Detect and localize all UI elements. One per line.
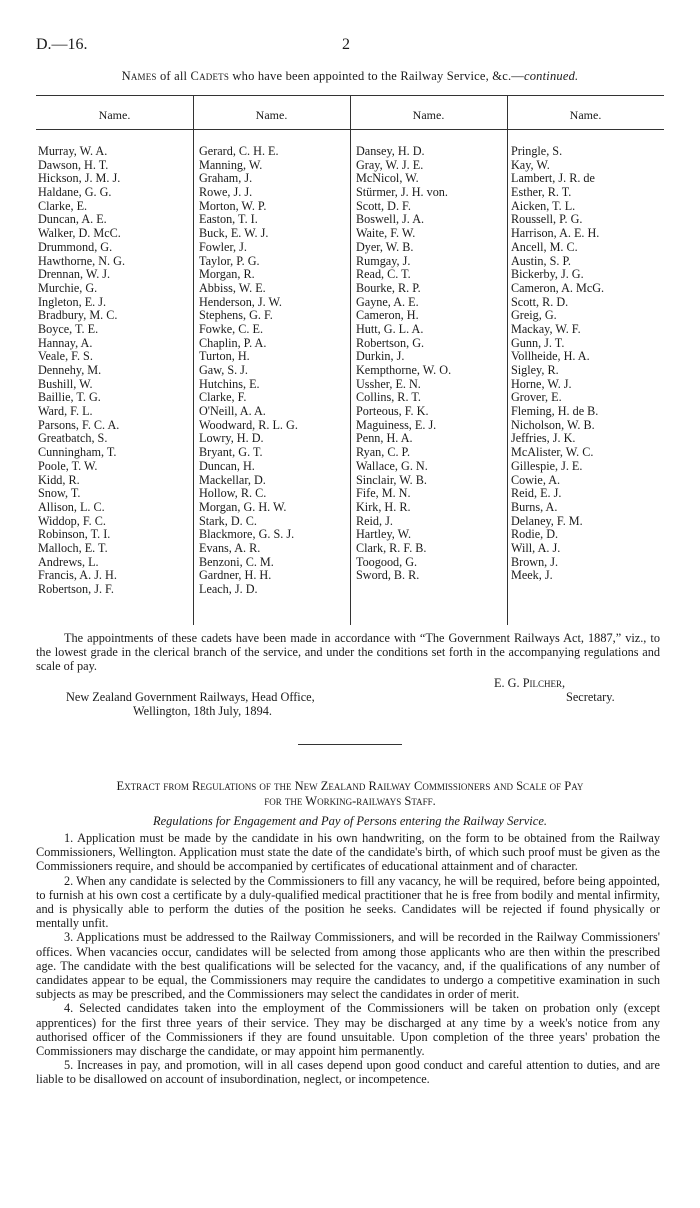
table-cell-name: Durkin, J. xyxy=(356,349,405,364)
table-cell-name: Stürmer, J. H. von. xyxy=(356,185,448,200)
table-cell-name: Fleming, H. de B. xyxy=(511,404,599,419)
names-column-4 xyxy=(511,145,604,583)
table-cell-name: Bushill, W. xyxy=(38,376,93,391)
table-cell-name: Turton, H. xyxy=(199,349,250,364)
table-cell-name: Drummond, G. xyxy=(38,239,113,254)
table-cell-name: Cameron, A. McG. xyxy=(511,280,605,295)
table-cell-name: Boyce, T. E. xyxy=(38,321,99,336)
table-cell-name: Wallace, G. N. xyxy=(356,458,428,473)
table-cell-name: Mackay, W. F. xyxy=(511,321,581,336)
table-cell-name: Sword, B. R. xyxy=(356,568,420,583)
table-cell-name: Collins, R. T. xyxy=(356,390,421,405)
table-cell-name: Easton, T. I. xyxy=(199,212,258,227)
table-cell-name: Clarke, F. xyxy=(199,390,247,405)
regulations-heading: Regulations for Engagement and Pay of Persons entering the Railway Service. xyxy=(152,814,548,828)
table-cell-name: Ussher, E. N. xyxy=(356,376,421,391)
table-cell-name: Mackellar, D. xyxy=(199,472,266,487)
table-cell-name: Gillespie, J. E. xyxy=(511,458,583,473)
table-cell-name: Benzoni, C. M. xyxy=(199,554,274,569)
table-cell-name: Bickerby, J. G. xyxy=(511,267,584,282)
document-code: D.—16. xyxy=(36,36,88,53)
table-cell-name: Murchie, G. xyxy=(38,280,98,295)
table-cell-name: Ward, F. L. xyxy=(38,404,93,419)
names-column-2 xyxy=(199,145,298,597)
table-cell-name: Dyer, W. B. xyxy=(356,239,414,254)
table-cell-name: Jeffries, J. K. xyxy=(511,431,576,446)
table-cell-name: Clark, R. F. B. xyxy=(356,540,427,555)
column-divider-1 xyxy=(193,95,194,625)
table-cell-name: Woodward, R. L. G. xyxy=(199,417,298,432)
table-cell-name: Aicken, T. L. xyxy=(511,198,576,213)
table-cell-name: Gerard, C. H. E. xyxy=(199,144,279,158)
regulation-paragraph: 1. Application must be made by the candidate in his own handwriting, on the form to be obtained from the Railway Commissioners, Wellington. Application must state the date of the candidate's birth, of which such proof must be given as the Commissioners require, and should be accompanied by certificates of educational attainment and of character. xyxy=(36,831,660,874)
signatory-title: Secretary. xyxy=(566,690,615,704)
appointments-note-text: The appointments of these cadets have been made in accordance with “The Government Railways Act, 1887,” viz., to the lowest grade in the clerical branch of the service, and under the conditions set forth in the accompanying regulations and scale of pay. xyxy=(36,631,660,674)
table-cell-name: Cunningham, T. xyxy=(38,445,117,460)
title-continued: continued. xyxy=(523,69,579,83)
table-cell-name: Hawthorne, N. G. xyxy=(38,253,125,268)
table-cell-name: Rodie, D. xyxy=(511,527,559,542)
table-cell-name: Hollow, R. C. xyxy=(199,486,267,501)
table-cell-name: Morgan, R. xyxy=(199,267,255,282)
table-cell-name: Parsons, F. C. A. xyxy=(38,417,120,432)
table-cell-name: Hutchins, E. xyxy=(199,376,260,391)
regulation-paragraph: 5. Increases in pay, and promotion, will in all cases depend upon good conduct and careful attention to duties, and are liable to be disallowed on account of insubordination, neglect, or incompetence. xyxy=(36,1058,660,1087)
table-cell-name: Morgan, G. H. W. xyxy=(199,499,287,514)
table-cell-name: Morton, W. P. xyxy=(199,198,267,213)
column-header-2: Name. xyxy=(255,108,288,122)
table-cell-name: Hartley, W. xyxy=(356,527,412,542)
table-cell-name: Cameron, H. xyxy=(356,308,419,323)
table-cell-name: Kempthorne, W. O. xyxy=(356,363,452,377)
table-cell-name: Francis, A. J. H. xyxy=(38,568,117,583)
table-cell-name: Widdop, F. C. xyxy=(38,513,106,528)
table-cell-name: Kay, W. xyxy=(511,157,550,172)
column-divider-3 xyxy=(507,95,508,625)
table-cell-name: Dennehy, M. xyxy=(38,363,102,377)
table-cell-name: Fife, M. N. xyxy=(356,486,411,501)
table-cell-name: Haldane, G. G. xyxy=(38,185,112,200)
table-cell-name: Fowke, C. E. xyxy=(199,321,263,336)
table-cell-name: Brown, J. xyxy=(511,554,559,569)
table-cell-name: Ryan, C. P. xyxy=(356,445,411,460)
table-cell-name: Toogood, G. xyxy=(356,554,418,569)
table-cell-name: Murray, W. A. xyxy=(38,144,108,158)
table-cell-name: Gaw, S. J. xyxy=(199,363,248,377)
column-header-3: Name. xyxy=(412,108,445,122)
table-cell-name: Scott, D. F. xyxy=(356,198,411,213)
table-cell-name: Fowler, J. xyxy=(199,239,247,254)
extract-title-line-1: Extract from Regulations of the New Zealand Railway Commissioners and Scale of Pay xyxy=(116,779,584,793)
table-cell-name: Cowie, A. xyxy=(511,472,561,487)
table-cell-name: Rowe, J. J. xyxy=(199,185,253,200)
signatory-name-text: E. G. Pilcher, xyxy=(494,676,566,690)
table-cell-name: Scott, R. D. xyxy=(511,294,569,309)
table-cell-name: Kirk, H. R. xyxy=(356,499,411,514)
table-cell-name: Clarke, E. xyxy=(38,198,88,213)
table-cell-name: Greatbatch, S. xyxy=(38,431,108,446)
table-cell-name: Horne, W. J. xyxy=(511,376,572,391)
table-cell-name: Henderson, J. W. xyxy=(199,294,282,309)
table-cell-name: Robinson, T. I. xyxy=(38,527,111,542)
table-cell-name: Duncan, A. E. xyxy=(38,212,107,227)
table-cell-name: O'Neill, A. A. xyxy=(199,404,266,419)
table-cell-name: Ingleton, E. J. xyxy=(38,294,107,309)
table-cell-name: Stark, D. C. xyxy=(199,513,257,528)
table-cell-name: Drennan, W. J. xyxy=(38,267,111,282)
table-cell-name: Waite, F. W. xyxy=(356,226,416,241)
column-divider-2 xyxy=(350,95,351,625)
table-cell-name: Buck, E. W. J. xyxy=(199,226,269,241)
table-cell-name: Blackmore, G. S. J. xyxy=(199,527,295,542)
table-cell-name: McAlister, W. C. xyxy=(511,445,594,460)
table-cell-name: Andrews, L. xyxy=(38,554,99,569)
names-column-1 xyxy=(38,145,125,597)
table-cell-name: Bourke, R. P. xyxy=(356,280,421,295)
extract-title xyxy=(36,779,664,808)
table-cell-name: Delaney, F. M. xyxy=(511,513,583,528)
table-cell-name: Graham, J. xyxy=(199,171,253,186)
table-cell-name: Poole, T. W. xyxy=(38,458,98,473)
table-cell-name: Will, A. J. xyxy=(511,540,561,555)
table-cell-name: Walker, D. McC. xyxy=(38,226,121,241)
regulation-paragraph: 3. Applications must be addressed to the Railway Commissioners, and will be recorded in the Railway Commissioners' offices. When vacancies occur, candidates will be selected from among those applicants who are then within the prescribed age. The candidate with the best qualifications will be selected for the vacancy, and, if the qualifications of any number of candidates appear to be equal, the Commissioners may require the candidates to undergo a competitive examination in such subjects as may be prescribed, and the Commissioners may select the candidates in order of merit. xyxy=(36,930,660,1002)
title-text-1: of all xyxy=(156,69,191,83)
table-cell-name: Hutt, G. L. A. xyxy=(356,321,424,336)
page-number: 2 xyxy=(342,36,350,53)
table-cell-name: Robertson, G. xyxy=(356,335,425,350)
table-cell-name: Maguiness, E. J. xyxy=(356,417,437,432)
table-cell-name: Dawson, H. T. xyxy=(38,157,109,172)
regulations-body xyxy=(36,831,660,1087)
table-cell-name: Boswell, J. A. xyxy=(356,212,425,227)
table-cell-name: Austin, S. P. xyxy=(511,253,571,268)
table-cell-name: Chaplin, P. A. xyxy=(199,335,267,350)
table-cell-name: Harrison, A. E. H. xyxy=(511,226,600,241)
table-cell-name: Ancell, M. C. xyxy=(511,239,578,254)
table-cell-name: Lambert, J. R. de xyxy=(511,171,595,186)
table-cell-name: Reid, E. J. xyxy=(511,486,562,501)
table-cell-name: Gray, W. J. E. xyxy=(356,157,424,172)
regulation-paragraph: 4. Selected candidates taken into the employment of the Commissioners will be taken on probation only (except apprentices) for the first three years of their service. They may be discharged at any time by a week's notice from any authorised officer of the Commissioners if they are found unsuitable. Upon completion of the three years' probation the Commissioners may discharge the candidate, or may appoint him permanently. xyxy=(36,1001,660,1059)
table-cell-name: Manning, W. xyxy=(199,157,263,172)
table-cell-name: Stephens, G. F. xyxy=(199,308,273,323)
table-cell-name: Rumgay, J. xyxy=(356,253,411,268)
signature-place-date: Wellington, 18th July, 1894. xyxy=(133,704,272,718)
table-cell-name: Grover, E. xyxy=(511,390,562,405)
regulation-paragraph: 2. When any candidate is selected by the Commissioners to fill any vacancy, he will be required, before being appointed, to furnish at his own cost a certificate by a duly-qualified medical practitioner that he is free from bodily and mental infirmity, and is physically able to perform the duties of the position he seeks. Candidates will be rejected if found physically or mentally unfit. xyxy=(36,873,660,931)
table-cell-name: Snow, T. xyxy=(38,486,81,501)
table-cell-name: Burns, A. xyxy=(511,499,558,514)
table-cell-name: Duncan, H. xyxy=(199,458,255,473)
table-cell-name: Nicholson, W. B. xyxy=(511,417,595,432)
column-header-1: Name. xyxy=(98,108,131,122)
table-cell-name: Roussell, P. G. xyxy=(511,212,583,227)
appointments-note xyxy=(36,631,660,674)
table-cell-name: Penn, H. A. xyxy=(356,431,413,446)
table-cell-name: Malloch, E. T. xyxy=(38,540,108,555)
table-cell-name: Vollheide, H. A. xyxy=(511,349,590,364)
table-title xyxy=(36,69,664,84)
names-column-3 xyxy=(356,145,451,583)
table-cell-name: Abbiss, W. E. xyxy=(199,280,266,295)
table-cell-name: Meek, J. xyxy=(511,568,553,583)
table-cell-name: Esther, R. T. xyxy=(511,185,572,200)
column-header-4: Name. xyxy=(569,108,602,122)
table-cell-name: Taylor, P. G. xyxy=(199,253,260,268)
table-cell-name: Hickson, J. M. J. xyxy=(38,171,121,186)
table-cell-name: Robertson, J. F. xyxy=(38,582,114,596)
table-cell-name: Bryant, G. T. xyxy=(199,445,263,460)
signatory-name xyxy=(494,676,565,690)
table-cell-name: Sigley, R. xyxy=(511,363,559,377)
table-cell-name: Kidd, R. xyxy=(38,472,80,487)
signatory-office: New Zealand Government Railways, Head Office, xyxy=(66,690,315,704)
table-cell-name: Read, C. T. xyxy=(356,267,411,282)
title-names: Names xyxy=(121,69,157,83)
title-text-2: who have been appointed to the Railway Service, &c.— xyxy=(229,69,524,83)
table-cell-name: Reid, J. xyxy=(356,513,393,528)
title-cadets: Cadets xyxy=(190,69,230,83)
table-cell-name: Baillie, T. G. xyxy=(38,390,101,405)
table-cell-name: McNicol, W. xyxy=(356,171,419,186)
table-cell-name: Gunn, J. T. xyxy=(511,335,565,350)
table-cell-name: Sinclair, W. B. xyxy=(356,472,427,487)
table-cell-name: Greig, G. xyxy=(511,308,557,323)
section-divider xyxy=(298,744,402,745)
table-cell-name: Lowry, H. D. xyxy=(199,431,264,446)
table-cell-name: Pringle, S. xyxy=(511,144,563,158)
table-cell-name: Veale, F. S. xyxy=(38,349,93,364)
table-cell-name: Gayne, A. E. xyxy=(356,294,419,309)
table-cell-name: Porteous, F. K. xyxy=(356,404,429,419)
table-cell-name: Leach, J. D. xyxy=(199,582,258,596)
table-cell-name: Gardner, H. H. xyxy=(199,568,272,583)
table-cell-name: Allison, L. C. xyxy=(38,499,105,514)
table-cell-name: Dansey, H. D. xyxy=(356,144,425,158)
table-cell-name: Hannay, A. xyxy=(38,335,93,350)
table-cell-name: Bradbury, M. C. xyxy=(38,308,118,323)
table-cell-name: Evans, A. R. xyxy=(199,540,261,555)
extract-title-line-2: for the Working-railways Staff. xyxy=(264,793,436,808)
